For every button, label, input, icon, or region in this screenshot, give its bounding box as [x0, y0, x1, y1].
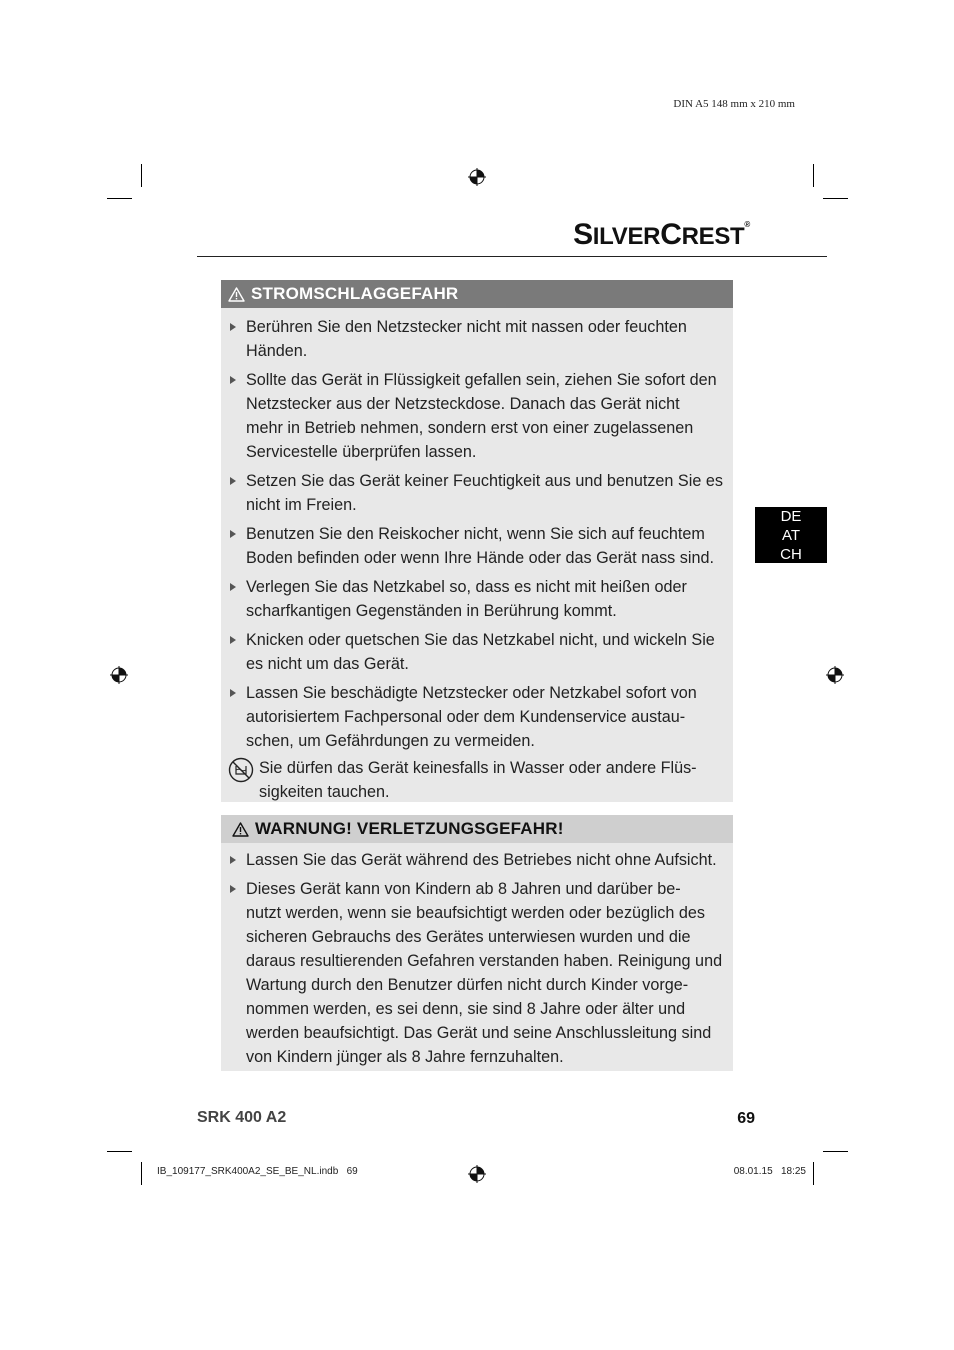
logo-letters: REST — [681, 223, 745, 250]
text-line: Händen. — [246, 342, 308, 360]
arrow-bullet-icon — [230, 583, 236, 591]
registration-mark-icon — [468, 1165, 486, 1183]
list-item — [221, 681, 733, 753]
list-item — [221, 315, 733, 363]
crop-mark — [107, 198, 132, 199]
text-line: Benutzen Sie den Reiskocher nicht, wenn Sie sich auf feuchtem — [246, 525, 705, 543]
text-line: werden beaufsichtigt. Das Gerät und seine Anschlussleitung sind — [246, 1024, 712, 1042]
section-header — [221, 280, 733, 308]
text-line: es nicht um das Gerät. — [246, 655, 409, 673]
text-line: Netzstecker aus der Netzsteckdose. Danach das Gerät nicht — [246, 395, 680, 413]
list-item — [221, 368, 733, 464]
section-header — [221, 815, 733, 843]
crop-mark — [141, 164, 142, 187]
print-format-note: DIN A5 148 mm x 210 mm — [673, 98, 795, 110]
language-code: DE — [780, 508, 802, 525]
registration-mark-icon — [110, 666, 128, 684]
text-line: Berühren Sie den Netzstecker nicht mit nassen oder feuchten — [246, 318, 687, 336]
list-item — [221, 848, 733, 872]
header-rule — [197, 256, 827, 257]
text-line: Verlegen Sie das Netzkabel so, dass es nicht mit heißen oder — [246, 578, 687, 596]
trademark-symbol: ® — [744, 220, 750, 229]
text-line: schen, um Gefährdungen zu vermeiden. — [246, 732, 535, 750]
file-info: IB_109177_SRK400A2_SE_BE_NL.indb 69 — [157, 1166, 358, 1177]
page-number: 69 — [737, 1110, 755, 1127]
arrow-bullet-icon — [230, 885, 236, 893]
text-line: von Kindern jünger als 8 Jahre fernzuhalten. — [246, 1048, 564, 1066]
text-line: nicht im Freien. — [246, 496, 357, 514]
section-title: WARNUNG! VERLETZUNGSGEFAHR! — [255, 819, 564, 838]
arrow-bullet-icon — [230, 636, 236, 644]
crop-mark — [141, 1162, 142, 1185]
warning-triangle-icon — [228, 287, 245, 302]
text-line: Setzen Sie das Gerät keiner Feuchtigkeit aus und benutzen Sie es — [246, 472, 723, 490]
crop-mark — [823, 1151, 848, 1152]
text-line: Lassen Sie das Gerät während des Betriebes nicht ohne Aufsicht. — [246, 851, 717, 869]
arrow-bullet-icon — [230, 689, 236, 697]
warning-triangle-icon — [232, 822, 249, 837]
text-line: autorisiertem Fachpersonal oder dem Kundenservice austau- — [246, 708, 686, 726]
language-code: CH — [780, 546, 802, 563]
text-line: daraus resultierenden Gefahren verstanden haben. Reinigung und — [246, 952, 723, 970]
text-line: Sollte das Gerät in Flüssigkeit gefallen sein, ziehen Sie sofort den — [246, 371, 717, 389]
text-line: sigkeiten tauchen. — [259, 783, 390, 801]
text-line: Sie dürfen das Gerät keinesfalls in Wasser oder andere Flüs- — [259, 759, 697, 777]
text-line: sicheren Gebrauchs des Gerätes unterwiesen wurden und die — [246, 928, 691, 946]
text-line: Boden befinden oder wenn Ihre Hände oder das Gerät nass sind. — [246, 549, 714, 567]
crop-mark — [823, 198, 848, 199]
arrow-bullet-icon — [230, 856, 236, 864]
list-item — [221, 877, 733, 1069]
language-code: AT — [781, 527, 801, 544]
text-line: scharfkantigen Gegenständen in Berührung kommt. — [246, 602, 617, 620]
crop-mark — [813, 164, 814, 187]
list-item — [221, 522, 733, 570]
logo-letters: ILVER — [592, 223, 661, 250]
list-item — [221, 628, 733, 676]
warning-list — [221, 308, 733, 753]
injury-warning-box — [221, 815, 733, 1071]
text-line: mehr in Betrieb nehmen, sondern erst von einer zugelassenen — [246, 419, 694, 437]
language-tab — [755, 507, 827, 563]
text-line: nommen werden, es sei denn, sie sind 8 Jahre oder älter und — [246, 1000, 686, 1018]
section-title: STROMSCHLAGGEFAHR — [251, 284, 459, 303]
text-line: Knicken oder quetschen Sie das Netzkabel nicht, und wickeln Sie — [246, 631, 715, 649]
crop-mark — [813, 1162, 814, 1185]
text-line: Servicestelle überprüfen lassen. — [246, 443, 477, 461]
brand-logo — [560, 218, 750, 252]
arrow-bullet-icon — [230, 323, 236, 331]
model-number: SRK 400 A2 — [197, 1109, 287, 1126]
electric-shock-warning-box — [221, 280, 733, 802]
arrow-bullet-icon — [230, 477, 236, 485]
logo-letter: S — [573, 218, 593, 251]
registration-mark-icon — [826, 666, 844, 684]
warning-list — [221, 848, 733, 1069]
arrow-bullet-icon — [230, 376, 236, 384]
no-submerge-note — [221, 756, 733, 804]
text-line: Dieses Gerät kann von Kindern ab 8 Jahren und darüber be- — [246, 880, 681, 898]
text-line: Lassen Sie beschädigte Netzstecker oder Netzkabel sofort von — [246, 684, 697, 702]
list-item — [221, 575, 733, 623]
crop-mark — [107, 1151, 132, 1152]
registration-mark-icon — [468, 168, 486, 186]
no-submerge-icon — [228, 757, 254, 783]
text-line: nutzt werden, wenn sie beaufsichtigt werden oder bezüglich des — [246, 904, 705, 922]
print-timestamp: 08.01.15 18:25 — [733, 1166, 806, 1177]
arrow-bullet-icon — [230, 530, 236, 538]
text-line: Wartung durch den Benutzer dürfen nicht durch Kinder vorge- — [246, 976, 689, 994]
list-item — [221, 469, 733, 517]
logo-letter: C — [660, 218, 682, 251]
